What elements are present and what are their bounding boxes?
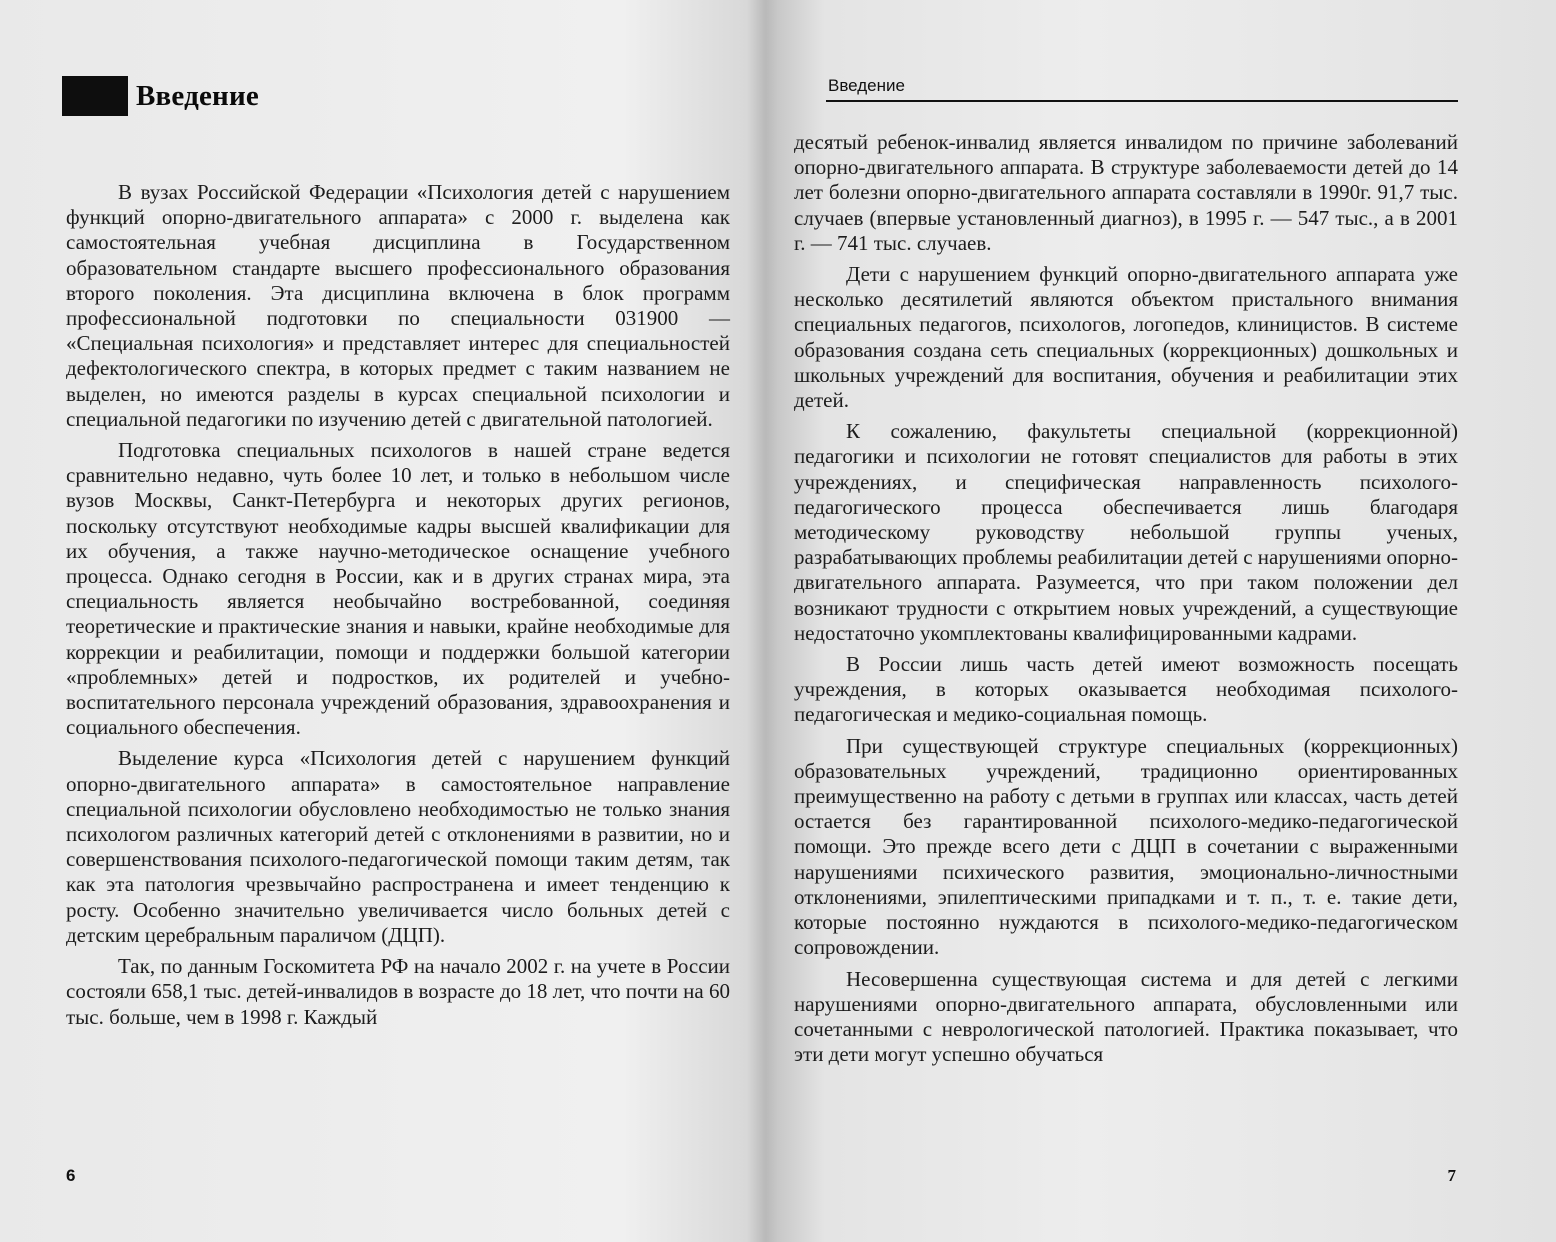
paragraph: Подготовка специальных психологов в нашей стране ведется сравнительно недавно, чуть более 10 лет, и только в небольшом числе вузов Москвы, Санкт-Петербурга и некоторых других регионов, поскольку отсутствуют необходимые кадры высшей квалификации для их обучения, а также научно-методическое оснащение учебного процесса. Однако сегодня в России, как и в других странах мира, эта специальность является необычайно востребованной, соединяя теоретические и практические знания и навыки, крайне необходимые для коррекции и реабилитации, помощи и поддержки большой категории «проблемных» детей и подростков, их родителей и учебно-воспитательного персонала учреждений образования, здравоохранения и социального обеспечения. xyxy=(66,438,730,740)
right-page xyxy=(760,0,1556,1242)
left-page xyxy=(0,0,760,1242)
running-head-title: Введение xyxy=(828,76,905,95)
paragraph: В России лишь часть детей имеют возможность посещать учреждения, в которых оказывается необходимая психолого-педагогическая и медико-социальная помощь. xyxy=(794,652,1458,727)
page-number: 6 xyxy=(66,1166,76,1185)
running-head xyxy=(826,70,1458,102)
chapter-heading xyxy=(62,76,259,116)
paragraph: При существующей структуре специальных (коррекционных) образовательных учреждений, традиционно ориентированных преимущественно на работу с детьми в группах или классах, часть детей остается без гарантированной психолого-медико-педагогической помощи. Это прежде всего дети с ДЦП в сочетании с выраженными нарушениями психического развития, эмоционально-личностными отклонениями, эпилептическими припадками и т. п., т. е. такие дети, которые постоянно нуждаются в психолого-медико-педагогическом сопровождении. xyxy=(794,733,1458,960)
paragraph: Дети с нарушением функций опорно-двигательного аппарата уже несколько десятилетий являются объектом пристального внимания специальных педагогов, психологов, логопедов, клиницистов. В системе образования создана сеть специальных (коррекционных) дошкольных и школьных учреждений для воспитания, обучения и реабилитации этих детей. xyxy=(794,262,1458,413)
paragraph: Так, по данным Госкомитета РФ на начало 2002 г. на учете в России состояли 658,1 тыс. детей-инвалидов в возрасте до 18 лет, что почти на 60 тыс. больше, чем в 1998 г. Каждый xyxy=(66,954,730,1029)
right-body-text xyxy=(794,130,1458,1073)
heading-marker-block xyxy=(62,76,128,116)
paragraph: В вузах Российской Федерации «Психология детей с нарушением функций опорно-двигательного аппарата» с 2000 г. выделена как самостоятельная учебная дисциплина в Государственном образовательном стандарте высшего профессионального образования второго поколения. Эта дисциплина включена в блок программ профессиональной подготовки по специальности 031900 — «Специальная психология» и представляет интерес для специальностей дефектологического спектра, в которых предмет с таким названием не выделен, но имеются разделы в курсах специальной психологии и специальной педагогики по изучению детей с двигательной патологией. xyxy=(66,180,730,431)
paragraph: К сожалению, факультеты специальной (коррекционной) педагогики и психологии не готовят специалистов для работы в этих учреждениях, и специфическая направленность психолого-педагогического процесса обеспечивается лишь благодаря методическому руководству небольшой группы ученых, разрабатывающих проблемы реабилитации детей с нарушениями опорно-двигательного аппарата. Разумеется, что при таком положении дел возникают трудности с открытием новых учреждений, а существующие недостаточно укомплектованы квалифицированными кадрами. xyxy=(794,419,1458,645)
paragraph-continuation: десятый ребенок-инвалид является инвалидом по причине заболеваний опорно-двигательного аппарата. В структуре заболеваемости детей до 14 лет болезни опорно-двигательного аппарата составляли в 1990г. 91,7 тыс. случаев (впервые установленный диагноз), в 1995 г. — 547 тыс., а в 2001 г. — 741 тыс. случаев. xyxy=(794,130,1458,255)
left-body-text xyxy=(66,180,730,1036)
chapter-title: Введение xyxy=(136,79,259,112)
paragraph: Несовершенна существующая система и для детей с легкими нарушениями опорно-двигательного аппарата, обусловленными или сочетанными с неврологической патологией. Практика показывает, что эти дети могут успешно обучаться xyxy=(794,966,1458,1067)
paragraph: Выделение курса «Психология детей с нарушением функций опорно-двигательного аппарата» в самостоятельное направление специальной психологии обусловлено необходимостью не только знания психологом различных категорий детей с отклонениями в развитии, но и совершенствования психолого-педагогической помощи таким детям, так как эта патология чрезвычайно распространена и имеет тенденцию к росту. Особенно значительно увеличивается число больных детей с детским церебральным параличом (ДЦП). xyxy=(66,746,730,947)
page-number: 7 xyxy=(1447,1166,1456,1185)
